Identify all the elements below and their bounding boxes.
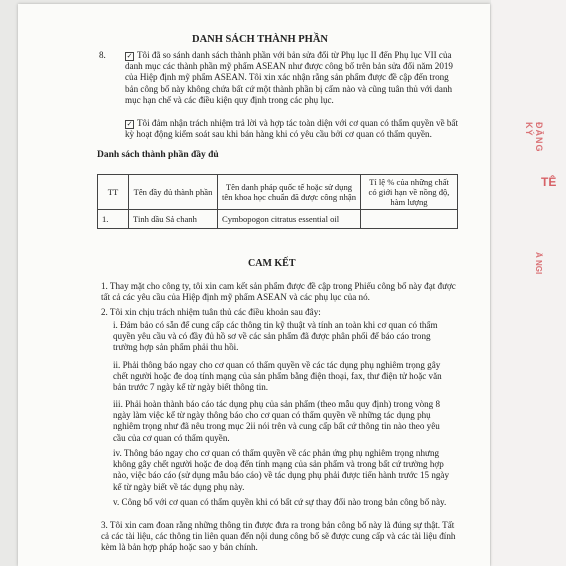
cell-tt: 1.: [98, 210, 129, 229]
declaration-text-1: Tôi đã so sánh danh sách thành phần với bản sửa đổi từ Phụ lục II đến Phụ lục VII của danh mục các thành phần mỹ phẩm ASEAN như được công bố trên bản sửa đổi năm 2019 của Hiệp định mỹ phẩm ASEAN. Tôi xin xác nhận rằng sản phẩm được đề cập đến trong bản công bố này không chứa bất cứ một thành phần bị cấm nào và cũng tuân thủ với danh mục hạn chế và các điều kiện quy định trong các phụ lục.: [125, 50, 453, 105]
header-percentage: Tỉ lệ % của những chất có giới hạn về nồng độ, hàm lượng: [361, 175, 458, 210]
commit-sub-ii: ii. Phải thông báo ngay cho cơ quan có thẩm quyền về các tác dụng phụ nghiêm trọng gây chết người hoặc đe doạ tính mạng của sản phẩm bằng điện thoại, fax, thư điện tử hoặc văn bản trước 7 ngày kể từ ngày biết thông tin.: [113, 360, 442, 393]
header-intl-name: Tên danh pháp quốc tế hoặc sử dụng tên khoa học chuẩn đã được công nhận: [218, 175, 361, 210]
declaration-paragraph-1: [125, 50, 460, 106]
commit-sub-i: i. Đảm bảo có sẵn để cung cấp các thông tin kỹ thuật và tính an toàn khi cơ quan có thẩm quyền yêu cầu và có đầy đủ hồ sơ về các sản phẩm đã được phân phối để báo cáo trong trường hợp sản phẩm phải thu hồi.: [113, 320, 438, 353]
full-list-heading: Danh sách thành phần đầy đủ: [97, 150, 219, 160]
commit-item-3: 3. Tôi xin cam đoan rằng những thông tin được đưa ra trong bản công bố này là đúng sự thật. Tất cả các tài liệu, các thông tin liên quan đến nội dung công bố sẽ được cung cấp và các tài liệu đính kèm là bản hợp pháp hoặc sao y bản chính.: [101, 520, 456, 553]
cell-full-name: Tinh dầu Sả chanh: [129, 210, 218, 229]
commit-heading: CAM KẾT: [248, 258, 296, 269]
checked-checkbox-icon: ✓: [126, 120, 133, 128]
red-stamp-middle: TÊ: [541, 175, 557, 189]
header-full-name: Tên đầy đủ thành phần: [129, 175, 218, 210]
commit-sub-v: v. Công bố với cơ quan có thẩm quyền khi có bất cứ sự thay đổi nào trong bản công bố này.: [113, 497, 447, 507]
commit-sub-iii: iii. Phải hoàn thành báo cáo tác dụng phụ của sản phẩm (theo mẫu quy định) trong vòng 8 ngày làm việc kể từ ngày thông báo cho cơ quan có thẩm quyền về những tác dụng phụ nghiêm trọng như đã nêu trong mục 2ii nói trên và cung cấp bất cứ thông tin nào theo yêu cầu của cơ quan có thẩm quyền.: [113, 399, 441, 443]
table-row: [98, 210, 458, 229]
checked-checkbox-icon: ✓: [126, 52, 133, 60]
table-header-row: [98, 175, 458, 210]
red-stamp-top: ĐĂNG KÝ: [524, 122, 544, 153]
commit-item-1: 1. Thay mặt cho công ty, tôi xin cam kết sản phẩm được đề cập trong Phiếu công bố này đạt được tất cả các yêu cầu của Hiệp định mỹ phẩm ASEAN và các phụ lục của nó.: [101, 281, 456, 303]
cell-intl-name: Cymbopogon citratus essential oil: [218, 210, 361, 229]
commit-sub-iv: iv. Thông báo ngay cho cơ quan có thẩm quyền về các phản ứng phụ nghiêm trọng nhưng không gây chết người hoặc đe doạ đến tính mạng của sản phẩm và trong bất cứ trường hợp nào, việc báo cáo (sử dụng mẫu báo cáo) về tác dụng phụ phải được tiến hành trước 15 ngày kể từ ngày biết về tác dụng phụ này.: [113, 448, 450, 492]
header-tt: TT: [98, 175, 129, 210]
commit-item-2: 2. Tôi xin chịu trách nhiệm tuân thủ các điều khoản sau đây:: [101, 307, 321, 317]
cell-percentage: [361, 210, 458, 229]
red-stamp-bottom: Ã NGI: [534, 252, 543, 275]
declaration-paragraph-2: [125, 118, 460, 140]
item-number: 8.: [99, 50, 106, 60]
page-edge: [491, 0, 566, 566]
page-title: DANH SÁCH THÀNH PHẦN: [191, 34, 329, 45]
ingredient-table: [97, 174, 458, 229]
declaration-text-2: Tôi đảm nhận trách nhiệm trả lời và hợp tác toàn diện với cơ quan có thẩm quyền về bất kỳ hoạt động kiểm soát sau khi bán hàng khi có yêu cầu bởi cơ quan có thẩm quyền.: [125, 118, 458, 140]
